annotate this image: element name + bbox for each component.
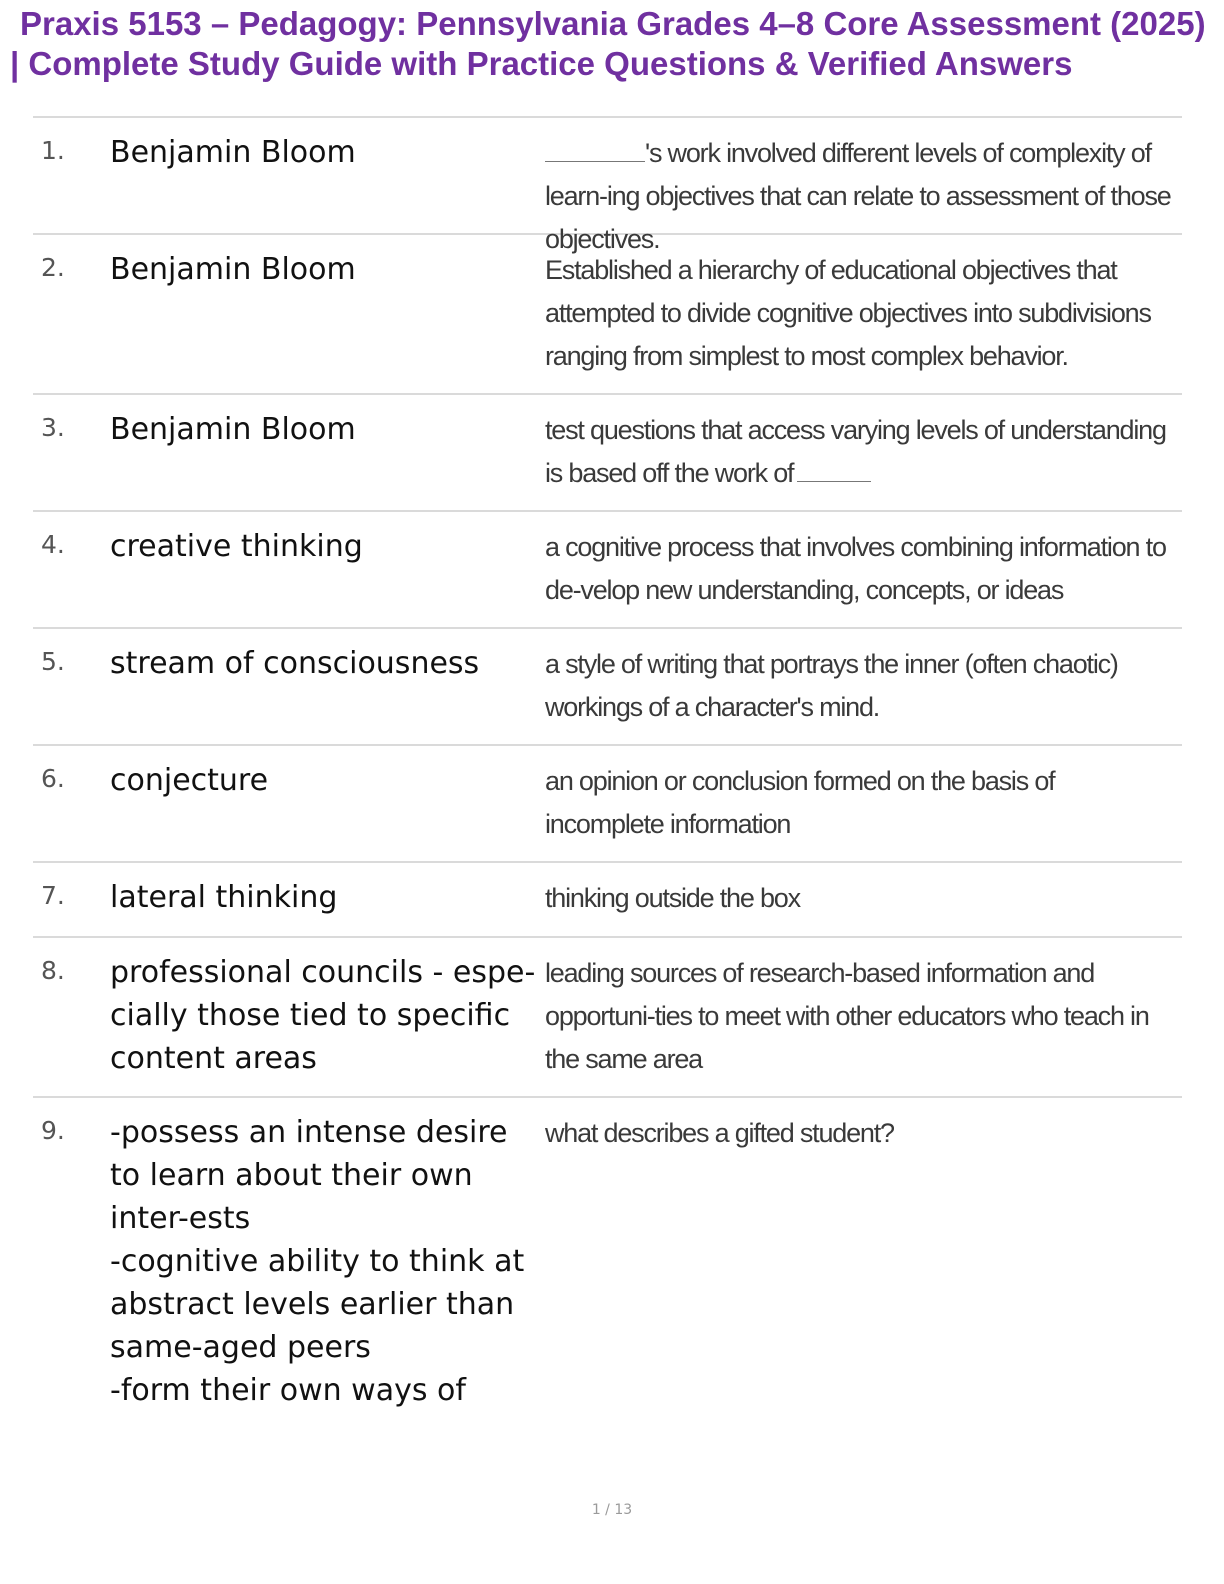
card-number: 4. [41, 530, 65, 559]
card-definition: leading sources of research-based information and opportuni-ties to meet with other educators who teach in the same area [545, 958, 1149, 1074]
card-term: creative thinking [110, 529, 363, 564]
card-definition: thinking outside the box [545, 883, 800, 913]
card-term: Benjamin Bloom [110, 412, 356, 447]
flashcard-row [33, 235, 1182, 395]
card-definition [545, 409, 1175, 495]
card-number: 3. [41, 413, 65, 442]
card-number: 2. [41, 253, 65, 282]
card-definition-text: 's work involved different levels of complexity of learn-ing objectives that can relate to assessment of those objectives. [545, 138, 1171, 254]
page-number: 1 / 13 [591, 1502, 633, 1518]
card-number: 5. [41, 647, 65, 676]
flashcard-row [33, 118, 1182, 254]
flashcard-row [33, 1098, 1182, 1428]
card-definition: an opinion or conclusion formed on the basis of incomplete information [545, 766, 1055, 839]
card-definition: a cognitive process that involves combining information to de-velop new understanding, concepts, or ideas [545, 532, 1166, 605]
card-term: Benjamin Bloom [110, 252, 356, 287]
flashcard-list [33, 118, 1182, 1428]
flashcard-row [33, 746, 1182, 863]
fill-in-blank [545, 139, 645, 162]
card-term: Benjamin Bloom [110, 135, 356, 170]
card-definition: what describes a gifted student? [545, 1118, 894, 1148]
card-term: stream of consciousness [110, 646, 480, 681]
card-term: -possess an intense desire to learn about their own inter-ests -cognitive ability to think at abstract levels earlier than same-aged peers -form their own ways of [110, 1115, 525, 1408]
card-definition: Established a hierarchy of educational objectives that attempted to divide cognitive objectives into subdivisions ranging from simplest to most complex behavior. [545, 255, 1151, 371]
card-number: 9. [41, 1116, 65, 1145]
card-number: 1. [41, 136, 65, 165]
flashcard-row [33, 863, 1182, 938]
card-number: 6. [41, 764, 65, 793]
card-number: 7. [41, 881, 65, 910]
card-definition-text: test questions that access varying levels of understanding is based off the work of [545, 415, 1166, 488]
card-term: conjecture [110, 763, 269, 798]
flashcard-row [33, 629, 1182, 746]
card-number: 8. [41, 956, 65, 985]
card-definition: a style of writing that portrays the inner (often chaotic) workings of a character's mind. [545, 649, 1118, 722]
flashcard-row [33, 938, 1182, 1098]
flashcard-row [33, 395, 1182, 512]
card-term: professional councils - espe-cially those tied to specific content areas [110, 955, 536, 1076]
card-term: lateral thinking [110, 880, 338, 915]
fill-in-blank [797, 459, 871, 482]
document-title: Praxis 5153 – Pedagogy: Pennsylvania Grades 4–8 Core Assessment (2025) | Complete Study Guide with Practice Questions & Verified Answers [10, 5, 1206, 82]
flashcard-row [33, 512, 1182, 629]
